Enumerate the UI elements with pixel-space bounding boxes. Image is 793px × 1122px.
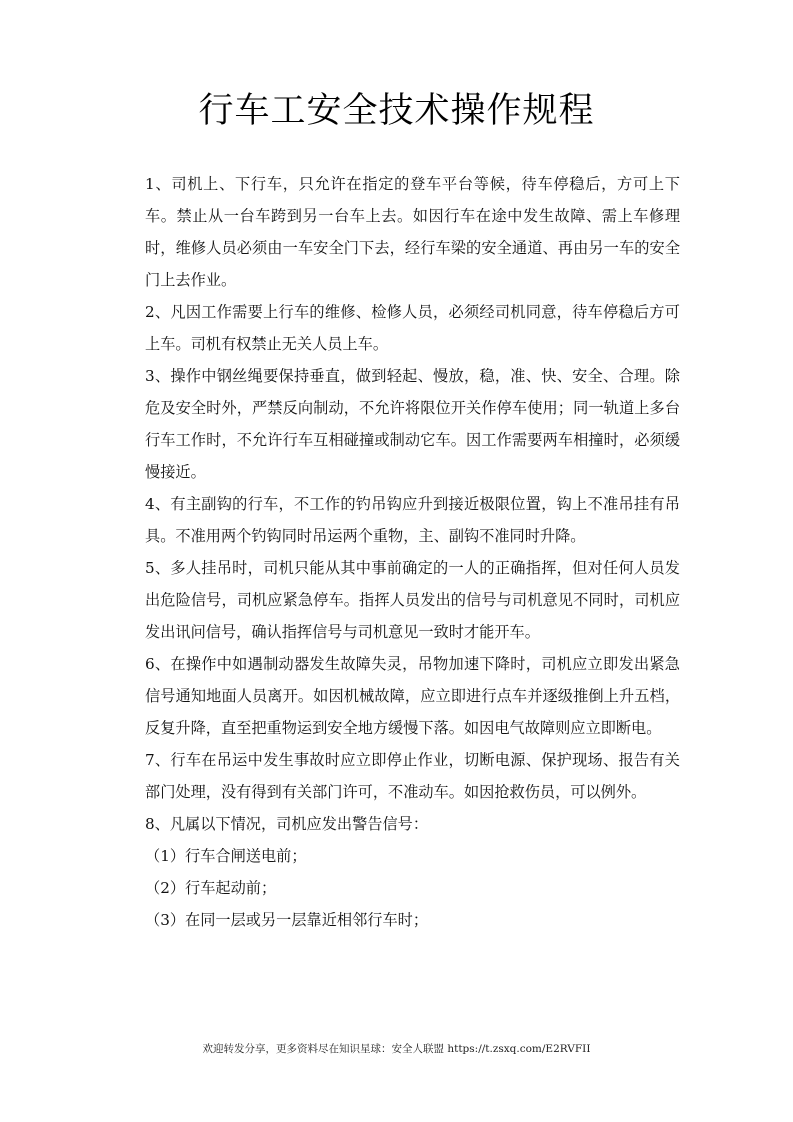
rule-paragraph-8: 8、凡属以下情况，司机应发出警告信号： <box>145 815 429 833</box>
document-title: 行车工安全技术操作规程 <box>198 91 595 131</box>
rule-paragraph-1: 1、司机上、下行车，只允许在指定的登车平台等候，待车停稳后，方可上下车。禁止从一台车跨到另一台车上去。如因行车在途中发生故障、需上车修理时，维修人员必须由一车安全门下去，经行车梁的安全通道、再由另一车的安全门上去作业。 <box>145 175 680 289</box>
rule-paragraph-2: 2、凡因工作需要上行车的维修、检修人员，必须经司机同意，待车停稳后方可上车。司机有权禁止无关人员上车。 <box>145 303 680 353</box>
sub-item-1: （1）行车合闸送电前； <box>145 847 307 865</box>
sub-item-3: （3）在同一层或另一层靠近相邻行车时； <box>145 911 429 929</box>
rule-paragraph-6: 6、在操作中如遇制动器发生故障失灵，吊物加速下降时，司机应立即发出紧急信号通知地面人员离开。如因机械故障，应立即进行点车并逐级推倒上升五档，反复升降，直至把重物运到安全地方缓慢下落。如因电气故障则应立即断电。 <box>145 655 680 737</box>
document-body <box>145 168 680 936</box>
rule-paragraph-3: 3、操作中钢丝绳要保持垂直，做到轻起、慢放，稳，准、快、安全、合理。除危及安全时外，严禁反向制动，不允许将限位开关作停车使用；同一轨道上多台行车工作时，不允许行车互相碰撞或制动它车。因工作需要两车相撞时，必须缓慢接近。 <box>145 367 680 481</box>
sub-item-2: （2）行车起动前； <box>145 879 277 897</box>
page-footer: 欢迎转发分享，更多资料尽在知识星球：安全人联盟 https://t.zsxq.com/E2RVFII <box>202 1043 591 1055</box>
rule-paragraph-5: 5、多人挂吊时，司机只能从其中事前确定的一人的正确指挥，但对任何人员发出危险信号，司机应紧急停车。指挥人员发出的信号与司机意见不同时，司机应发出讯问信号，确认指挥信号与司机意见一致时才能开车。 <box>145 559 680 641</box>
rule-paragraph-7: 7、行车在吊运中发生事故时应立即停止作业，切断电源、保护现场、报告有关部门处理，没有得到有关部门许可，不准动车。如因抢救伤员，可以例外。 <box>145 751 680 801</box>
rule-paragraph-4: 4、有主副钩的行车，不工作的钓吊钩应升到接近极限位置，钩上不准吊挂有吊具。不准用两个钓钩同时吊运两个重物，主、副钩不准同时升降。 <box>145 495 680 545</box>
